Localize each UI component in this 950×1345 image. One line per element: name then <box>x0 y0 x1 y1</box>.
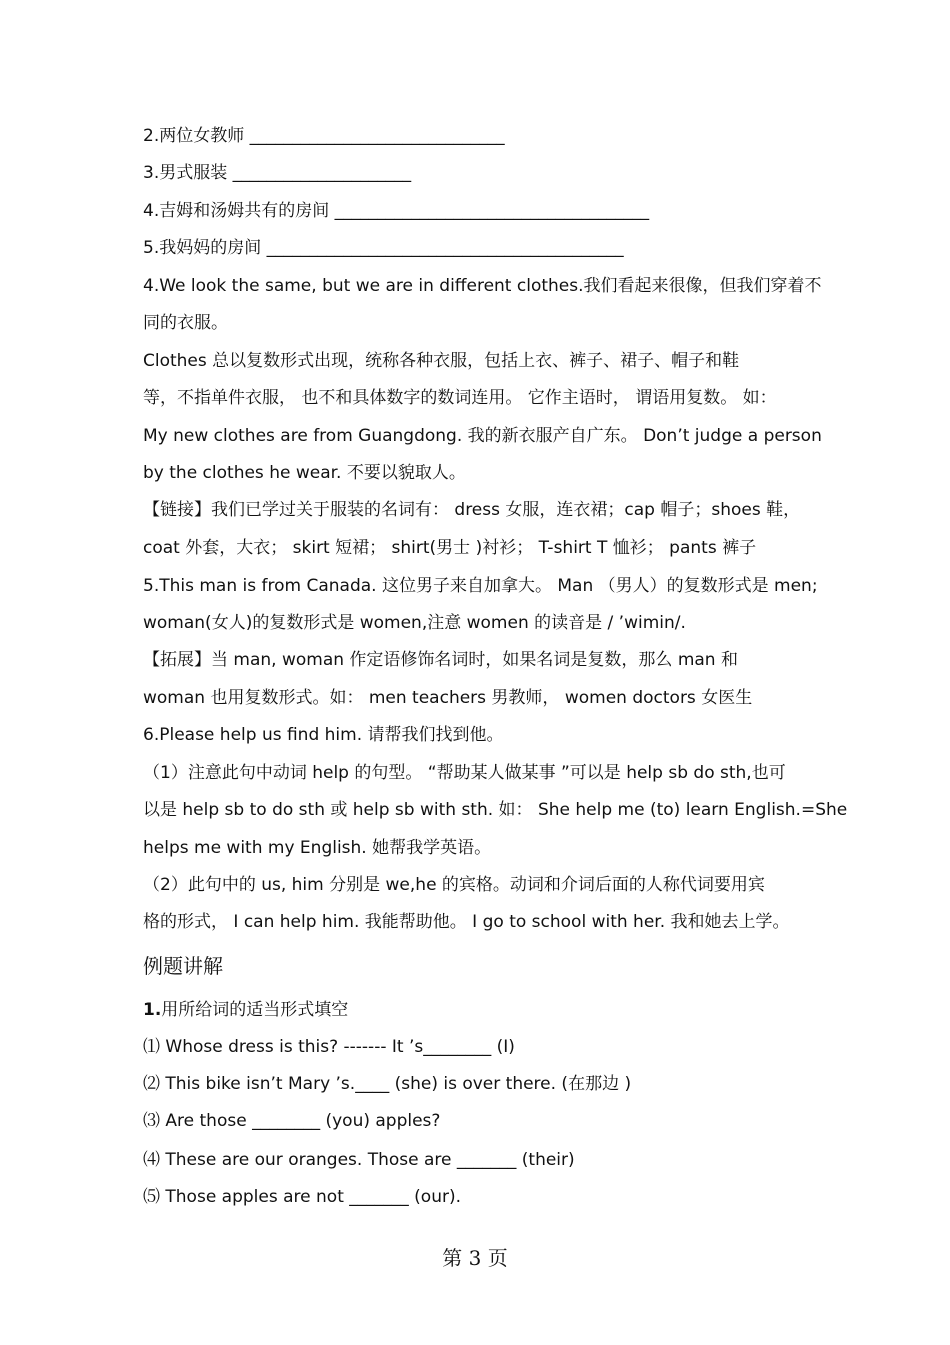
exercise-title <box>143 999 348 1021</box>
text-line: Clothes 总以复数形式出现，统称各种衣服，包括上衣、裤子、裙子、帽子和鞋 <box>143 351 740 371</box>
exercise-title-text: 用所给词的适当形式填空 <box>161 1000 349 1020</box>
text-line: 以是 help sb to do sth 或 help sb with sth. 如： She help me (to) learn English.=She <box>143 800 848 820</box>
text-line: by the clothes he wear. 不要以貌取人。 <box>143 463 466 483</box>
exercise-item: ⑴ Whose dress is this? ------- It ’s________ (I) <box>143 1037 515 1057</box>
exercise-item: ⑶ Are those ________ (you) apples? <box>143 1111 441 1131</box>
text-line: My new clothes are from Guangdong. 我的新衣服产自广东。 Don’t judge a person <box>143 426 822 446</box>
text-line: woman 也用复数形式。如： men teachers 男教师， women doctors 女医生 <box>143 688 753 708</box>
text-line: （1）注意此句中动词 help 的句型。 “帮助某人做某事 ”可以是 help sb do sth,也可 <box>143 763 786 783</box>
text-line: 4.吉姆和汤姆共有的房间 _____________________________________ <box>143 201 650 221</box>
exercise-item: ⑸ Those apples are not _______ (our). <box>143 1187 462 1207</box>
text-line: 2.两位女教师 ______________________________ <box>143 126 505 146</box>
text-line: 5.This man is from Canada. 这位男子来自加拿大。 Man （男人）的复数形式是 men; <box>143 576 818 596</box>
text-line: 5.我妈妈的房间 __________________________________________ <box>143 238 624 258</box>
text-line: 6.Please help us find him. 请帮我们找到他。 <box>143 725 504 745</box>
section-title: 例题讲解 <box>143 954 223 978</box>
text-line: coat 外套，大衣； skirt 短裙； shirt(男士 )衬衫； T-shirt T 恤衫； pants 裤子 <box>143 538 757 558</box>
text-line: helps me with my English. 她帮我学英语。 <box>143 838 492 858</box>
text-line: 【拓展】当 man, woman 作定语修饰名词时，如果名词是复数，那么 man 和 <box>143 650 738 670</box>
text-line: 同的衣服。 <box>143 313 228 333</box>
text-line: （2）此句中的 us, him 分别是 we,he 的宾格。动词和介词后面的人称代词要用宾 <box>143 875 765 895</box>
text-line: 等，不指单件衣服， 也不和具体数字的数词连用。 它作主语时， 谓语用复数。 如： <box>143 388 777 408</box>
text-line: 3.男式服装 _____________________ <box>143 163 412 183</box>
exercise-item: ⑵ This bike isn’t Mary ’s.____ (she) is over there. (在那边 ) <box>143 1074 632 1094</box>
text-line: woman(女人)的复数形式是 women,注意 women 的读音是 / ’wimin/. <box>143 613 686 633</box>
exercise-item: ⑷ These are our oranges. Those are _______ (their) <box>143 1150 575 1170</box>
page-number: 第 3 页 <box>442 1246 508 1270</box>
text-line: 【链接】我们已学过关于服装的名词有： dress 女服，连衣裙；cap 帽子；shoes 鞋， <box>143 500 801 520</box>
text-line: 4.We look the same, but we are in different clothes.我们看起来很像，但我们穿着不 <box>143 276 822 296</box>
exercise-number: 1. <box>143 1000 162 1020</box>
text-line: 格的形式， I can help him. 我能帮助他。 I go to school with her. 我和她去上学。 <box>143 912 790 932</box>
